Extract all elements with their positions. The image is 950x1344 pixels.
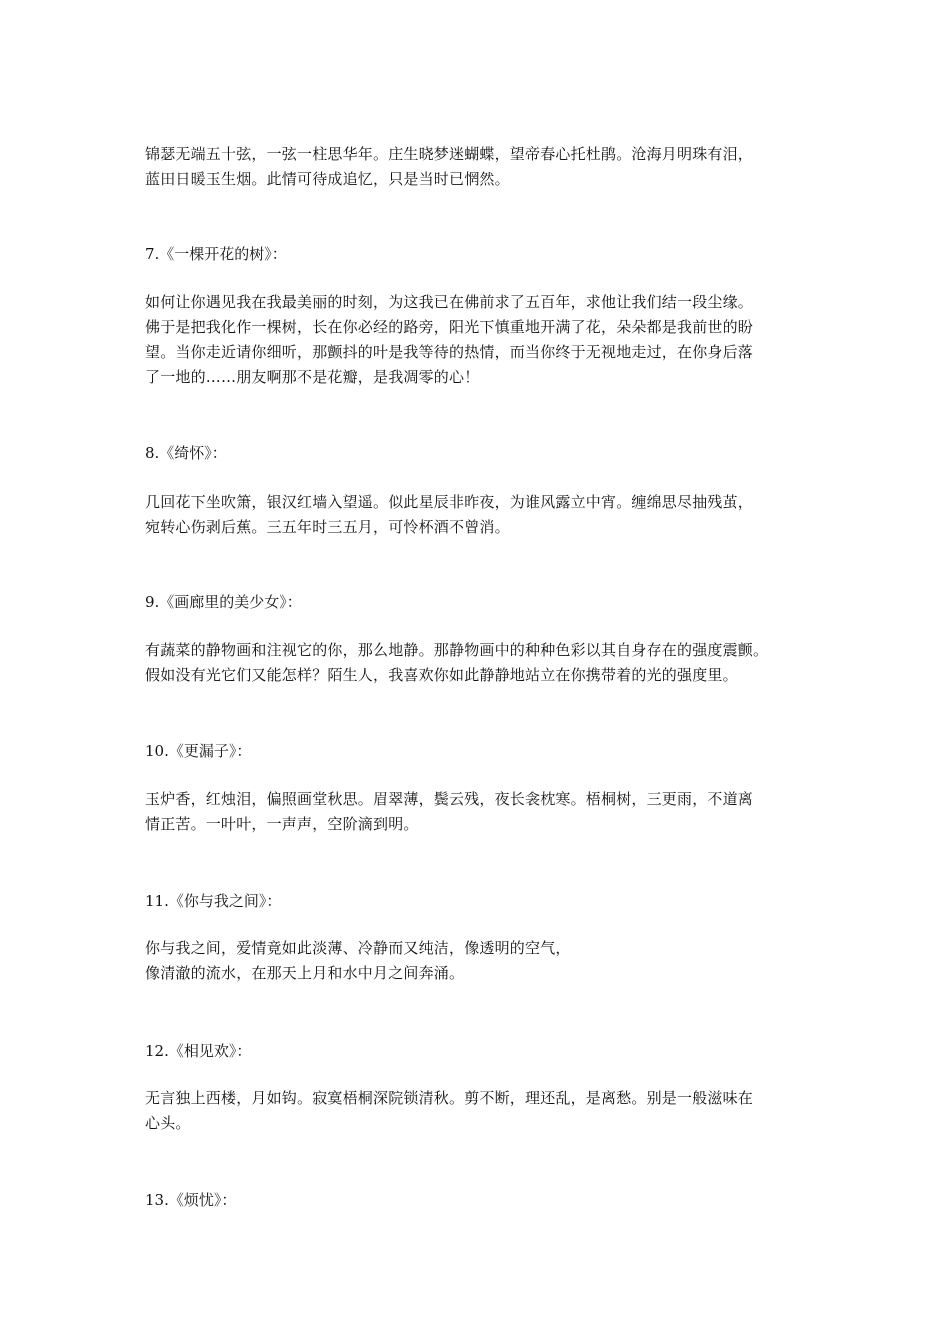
paragraph-line: 锦瑟无端五十弦，一弦一柱思华年。庄生晓梦迷蝴蝶，望帝春心托杜鹃。沧海月明珠有泪， [145, 145, 754, 163]
paragraph-line: 宛转心伤剥后蕉。三五年时三五月，可怜杯酒不曾消。 [145, 518, 510, 536]
paragraph-line: 蓝田日暖玉生烟。此情可待成追忆，只是当时已惘然。 [145, 170, 510, 188]
poem-paragraph-11 [145, 936, 810, 986]
paragraph-line: 像清澈的流水，在那天上月和水中月之间奔涌。 [145, 964, 465, 982]
paragraph-line: 心头。 [145, 1114, 191, 1132]
paragraph-line: 无言独上西楼，月如钩。寂寞梧桐深院锁清秋。剪不断，理还乱，是离愁。别是一般滋味在 [145, 1089, 754, 1107]
paragraph-line: 你与我之间，爱情竟如此淡薄、冷静而又纯洁，像透明的空气， [145, 939, 571, 957]
paragraph-line: 如何让你遇见我在我最美丽的时刻，为这我已在佛前求了五百年，求他让我们结一段尘缘。 [145, 293, 754, 311]
paragraph-line: 假如没有光它们又能怎样？陌生人，我喜欢你如此静静地站立在你携带着的光的强度里。 [145, 666, 738, 684]
section-heading-13: 13.《烦忧》： [145, 1191, 237, 1209]
section-heading-9: 9.《画廊里的美少女》： [145, 593, 302, 611]
paragraph-line: 望。当你走近请你细听，那颤抖的叶是我等待的热情，而当你终于无视地走过，在你身后落 [145, 343, 754, 361]
poem-paragraph-8 [145, 490, 810, 540]
poem-paragraph-12 [145, 1086, 810, 1136]
poem-paragraph-7 [145, 290, 810, 390]
poem-paragraph-9 [145, 638, 810, 688]
paragraph-line: 几回花下坐吹箫，银汉红墙入望遥。似此星辰非昨夜，为谁风露立中宵。缠绵思尽抽残茧， [145, 493, 754, 511]
paragraph-line: 有蔬菜的静物画和注视它的你，那么地静。那静物画中的种种色彩以其自身存在的强度震颤。 [145, 641, 769, 659]
paragraph-line: 了一地的……朋友啊那不是花瓣，是我凋零的心！ [145, 368, 480, 386]
section-heading-7: 7.《一棵开花的树》： [145, 245, 287, 263]
poem-paragraph-jinse [145, 142, 810, 192]
section-heading-11: 11.《你与我之间》： [145, 892, 282, 910]
paragraph-line: 玉炉香，红烛泪，偏照画堂秋思。眉翠薄，鬓云残，夜长衾枕寒。梧桐树，三更雨，不道离 [145, 790, 754, 808]
section-heading-10: 10.《更漏子》： [145, 742, 252, 760]
section-heading-12: 12.《相见欢》： [145, 1042, 252, 1060]
paragraph-line: 情正苦。一叶叶，一声声，空阶滴到明。 [145, 815, 419, 833]
section-heading-8: 8.《绮怀》： [145, 444, 227, 462]
paragraph-line: 佛于是把我化作一棵树，长在你必经的路旁，阳光下慎重地开满了花，朵朵都是我前世的盼 [145, 318, 754, 336]
poem-paragraph-10 [145, 787, 810, 837]
